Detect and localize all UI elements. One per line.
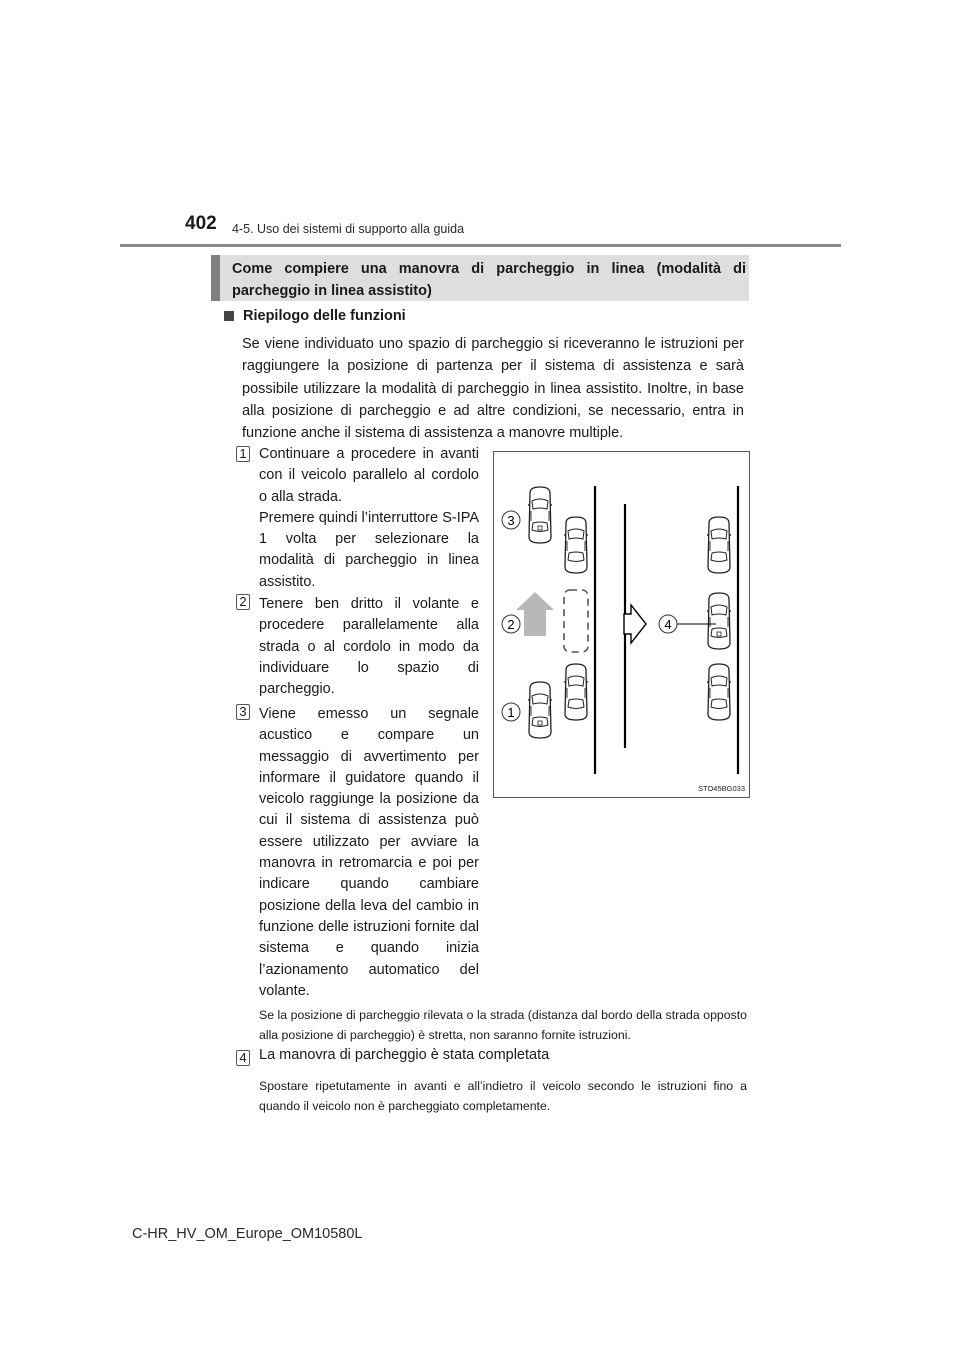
callout-4-label: 4 [664, 617, 672, 632]
title-box [211, 255, 749, 301]
callout-3 [502, 511, 520, 529]
result-arrow-icon [624, 605, 646, 643]
parked-car-right-top [707, 517, 731, 573]
section-title: 4-5. Uso dei sistemi di supporto alla guida [232, 222, 465, 236]
step-4-text: La manovra di parcheggio è stata completata [259, 1047, 550, 1063]
step-3-text: Viene emesso un segnale acustico e compare un messaggio di avvertimento per informare il guidatore quando il veicolo raggiunge la posizione da cui il sistema di assistenza può essere utilizzato per avviare la manovra in retromarcia e poi per indicare quando cambiare posizione della leva del cambio in funzione delle istruzioni fornite dal sistema e quando inizia l’azionamento automatico del volante. [259, 706, 479, 999]
step-2-number: 2 [236, 594, 250, 610]
callout-4 [659, 615, 677, 633]
step-4-note: Spostare ripetutamente in avanti e all’indietro il veicolo secondo le istruzioni fino a quando il veicolo non è parcheggiato completamente. [259, 1079, 747, 1113]
callout-1 [502, 703, 520, 721]
callout-2-label: 2 [507, 617, 515, 632]
callout-3-label: 3 [507, 513, 515, 528]
step-3-note: Se la posizione di parcheggio rilevata o la strada (distanza dal bordo della strada opposto alla posizione di parcheggio) è stretta, non saranno fornite istruzioni. [259, 1008, 747, 1042]
car-position-4 [707, 593, 731, 649]
parking-space-outline [564, 590, 588, 652]
header-rule [120, 244, 841, 247]
step-1-text2: Premere quindi l’interruttore S-IPA 1 volta per selezionare la modalità di parcheggio in linea assistito. [259, 509, 479, 590]
step-1-text: Continuare a procedere in avanti con il veicolo parallelo al cordolo o alla strada. [259, 446, 479, 505]
step-3-number: 3 [236, 704, 250, 720]
title-text: Come compiere una manovra di parcheggio in linea (modalità di parcheggio in linea assistito) [232, 261, 746, 299]
step-2-text: Tenere ben dritto il volante e procedere parallelamente alla strada o al cordolo in modo da individuare lo spazio di parcheggio. [259, 596, 479, 698]
figure-code: STO45BG033 [698, 784, 745, 793]
parking-diagram [493, 451, 750, 798]
car-position-1 [528, 682, 552, 738]
step-4-number: 4 [236, 1050, 250, 1066]
parked-car-left-bottom [564, 664, 588, 720]
page-number: 402 [185, 213, 217, 234]
subheading: Riepilogo delle funzioni [243, 308, 406, 324]
car-position-3 [528, 487, 552, 543]
step-1-number: 1 [236, 446, 250, 462]
forward-arrow-icon [516, 592, 554, 636]
callout-2 [502, 615, 520, 633]
square-bullet-icon [224, 311, 234, 321]
parked-car-right-bottom [707, 664, 731, 720]
callout-1-label: 1 [507, 705, 515, 720]
intro-paragraph: Se viene individuato uno spazio di parcheggio si riceveranno le istruzioni per raggiungere la posizione di partenza per il sistema di assistenza e sarà possibile utilizzare la modalità di parcheggio in linea assistito. Inoltre, in base alla posizione di parcheggio e ad altre condizioni, se necessario, entra in funzione anche il sistema di assistenza a manovre multiple. [242, 336, 744, 442]
step-1 [259, 444, 479, 593]
footer-code: C-HR_HV_OM_Europe_OM10580L [132, 1226, 363, 1242]
parked-car-left-top [564, 517, 588, 573]
parking-diagram-svg [494, 452, 751, 799]
